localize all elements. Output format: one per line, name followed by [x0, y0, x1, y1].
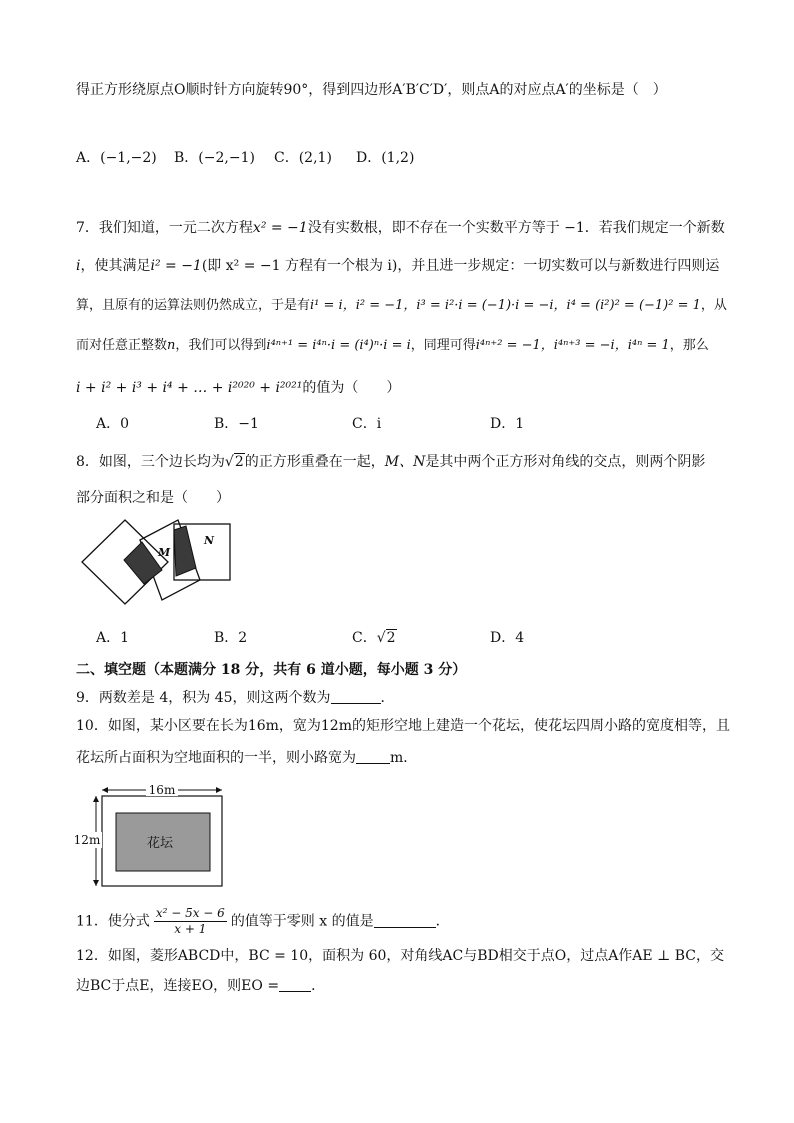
q11-answer-blank: [374, 913, 436, 928]
q7-option-b: B．−1: [214, 416, 259, 432]
q8-line-1: 8．如图，三个边长均为√2的正方形重叠在一起，M、N是其中两个正方形对角线的交点，则两个阴影: [76, 454, 706, 470]
q10-line-1: 10．如图，某小区要在长为16m，宽为12m的矩形空地上建造一个花坛，使花坛四周小路的宽度相等，且: [76, 718, 730, 734]
q12-line-2: 边BC于点E，连接EO，则EO = ．: [76, 978, 326, 994]
q8-line-2: 部分面积之和是（ ）: [76, 490, 230, 506]
dimension-16m: 16m: [148, 783, 176, 797]
q8-figure: [80, 518, 240, 608]
shaded-region-1: [124, 542, 162, 584]
q8-option-b: B．2: [214, 630, 248, 646]
shaded-region-2: [174, 526, 196, 576]
dimension-12m: 12m: [74, 833, 101, 847]
q6-stem: 得正方形绕原点O顺时针方向旋转90°，得到四边形A′B′C′D′，则点A的对应点A′的坐标是（ ）: [76, 82, 667, 98]
q11-line: 11．使分式 $\frac{\text{x² − 5x − 6}}{x + 1}$ 的值等于零则 x 的值是 ．: [76, 906, 450, 936]
q7-line-1: 7．我们知道，一元二次方程x² = −1没有实数根，即不存在一个实数平方等于 −1．若我们规定一个新数: [76, 220, 725, 236]
label-m: M: [158, 546, 171, 559]
q7-option-d: D．1: [490, 416, 525, 432]
q10-figure: [74, 780, 234, 890]
label-n: N: [204, 534, 215, 547]
q6-option-c: C．(2,1): [274, 150, 332, 166]
q9-answer-blank: [331, 689, 381, 704]
q11-fraction: $\frac{\text{x² − 5x − 6}}{x + 1}$: [155, 906, 225, 936]
q7-line-3: 算，且原有的运算法则仍然成立，于是有i¹ = i，i² = −1，i³ = i²·i = (−1)·i = −i，i⁴ = (i²)² = (−1)² = 1，从: [76, 298, 727, 313]
q8-option-d: D．4: [490, 630, 525, 646]
q7-option-c: C．i: [352, 416, 382, 432]
q6-option-b: B．(−2,−1): [174, 150, 255, 166]
section-2-heading: 二、填空题（本题满分 18 分，共有 6 道小题，每小题 3 分）: [76, 662, 467, 678]
q6-option-a: A．(−1,−2): [76, 150, 157, 166]
flower-bed-label: 花坛: [146, 836, 174, 851]
q10-line-2: 花坛所占面积为空地面积的一半，则小路宽为 m．: [76, 750, 418, 766]
q7-line-2: i，使其满足i² = −1(即 x² = −1 方程有一个根为 i)，并且进一步规定：一切实数可以与新数进行四则运: [76, 258, 720, 274]
q10-answer-blank: [356, 749, 390, 764]
q9-line: 9．两数差是 4，积为 45，则这两个数为 ．: [76, 690, 395, 706]
q7-line-5: i + i² + i³ + i⁴ + … + i²⁰²⁰ + i²⁰²¹的值为（ ）: [76, 380, 401, 396]
q8-option-c: C．√2: [352, 630, 396, 646]
q12-answer-blank: [279, 977, 311, 992]
q7-option-a: A．0: [96, 416, 130, 432]
q8-option-a: A．1: [96, 630, 130, 646]
q12-line-1: 12．如图，菱形ABCD中，BC = 10，面积为 60，对角线AC与BD相交于点O，过点A作AE ⊥ BC，交: [76, 948, 724, 964]
sqrt-symbol: √2: [224, 454, 244, 470]
q6-option-d: D．(1,2): [356, 150, 415, 166]
q7-line-4: 而对任意正整数n，我们可以得到i⁴ⁿ⁺¹ = i⁴ⁿ·i = (i⁴)ⁿ·i = i，同理可得i⁴ⁿ⁺² = −1，i⁴ⁿ⁺³ = −i，i⁴ⁿ = 1，那么: [76, 338, 709, 353]
